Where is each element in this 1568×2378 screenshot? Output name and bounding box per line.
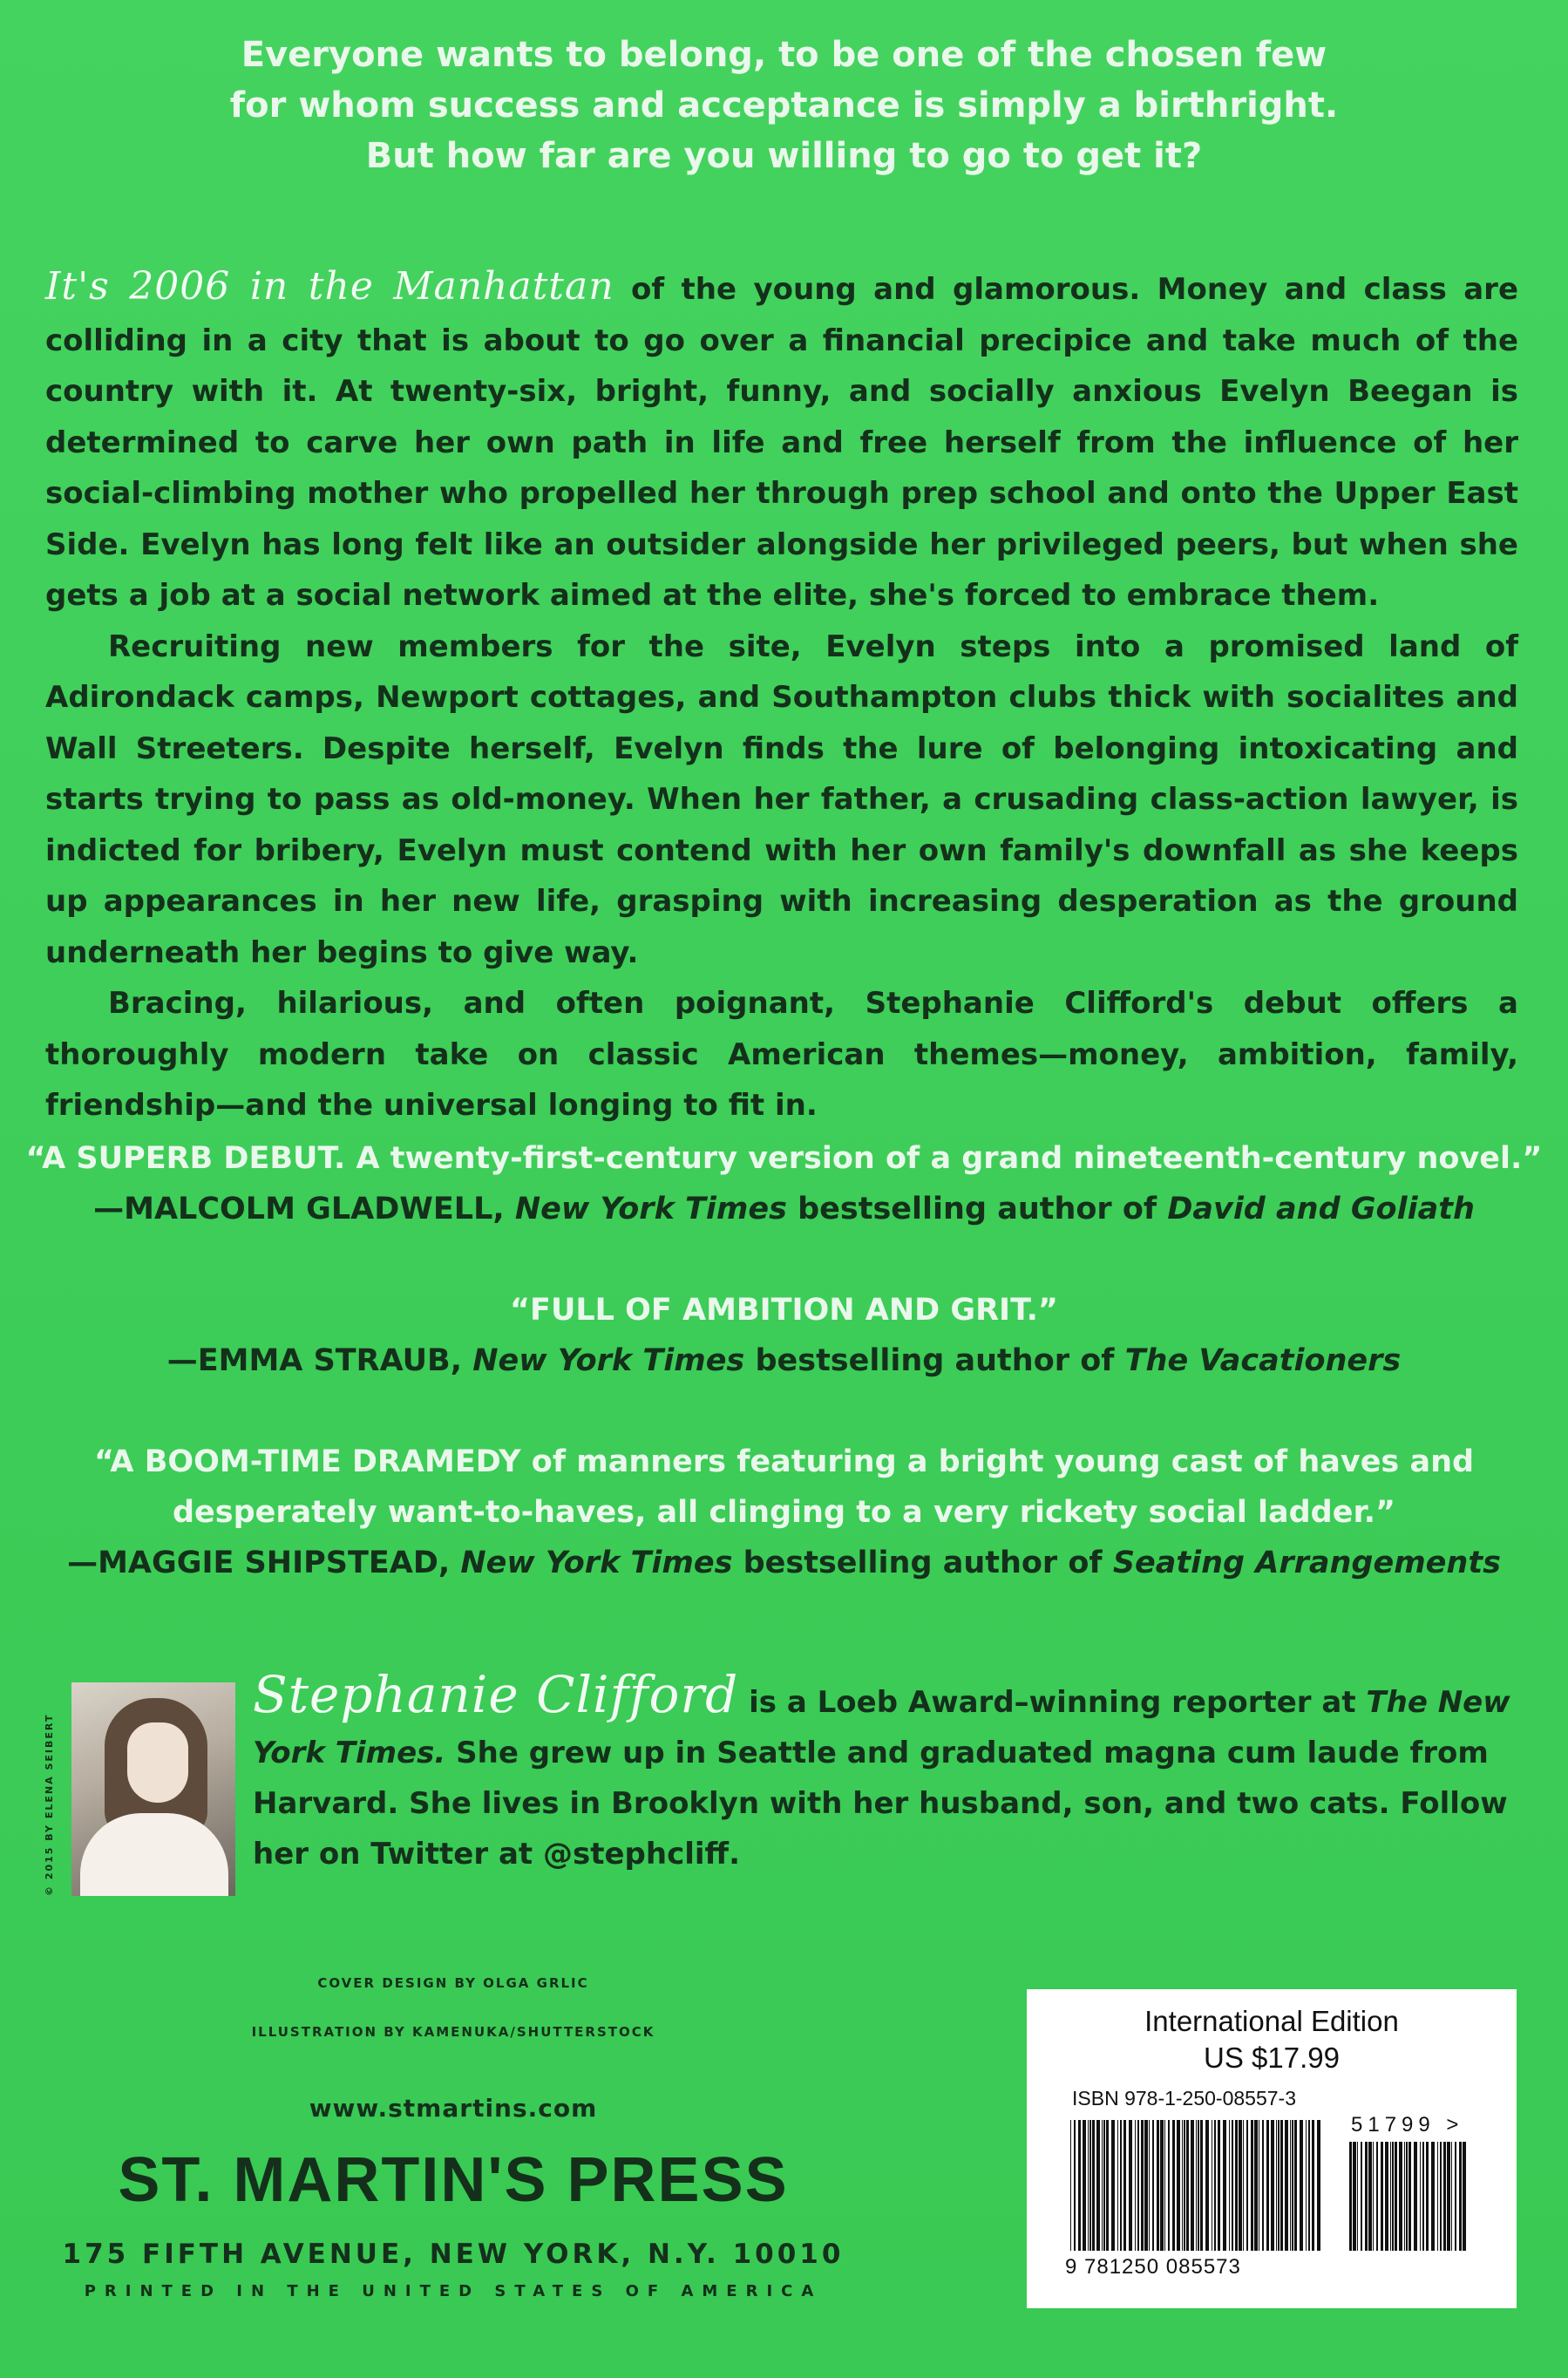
quote-lead: “A SUPERB DEBUT.: [25, 1141, 346, 1176]
barcode-sticker: [1027, 1989, 1517, 2308]
quote-text: of manners featuring a bright young cast of haves and desperately want-to-haves, all clinging to a very rickety social ladder.”: [172, 1444, 1475, 1530]
cover-design-credit: COVER DESIGN BY OLGA GRLIC: [317, 1975, 589, 1991]
tagline-line: But how far are you willing to go to get it?: [365, 136, 1203, 176]
barcode-bar: [1431, 2142, 1435, 2251]
barcode-bar: [1455, 2142, 1456, 2251]
edition-label: International Edition: [1144, 2005, 1399, 2037]
publication: New York Times: [472, 1343, 745, 1378]
barcode-bar: [1096, 2120, 1100, 2251]
description-paragraph: Recruiting new members for the site, Evelyn steps into a promised land of Adirondack camps, Newport cottages, and Southampton clubs thick with socialites and Wall Streeters. Despite herself, Evelyn finds the lure of belonging intoxicating and starts trying to pass as old-money. When her father, a crusading class-action lawyer, is indicted for bribery, Evelyn must contend with her own family's downfall as she keeps up appearances in her new life, grasping with increasing desperation as the ground underneath her begins to give way.: [45, 628, 1518, 970]
illustration-credit: ILLUSTRATION BY KAMENUKA/SHUTTERSTOCK: [251, 2024, 655, 2040]
barcode-bar: [1440, 2142, 1442, 2251]
bio-publication: The New York Times.: [253, 1685, 1510, 1770]
barcode-bar: [1177, 2120, 1180, 2251]
barcode-addon-bars: [1349, 2142, 1497, 2251]
barcode-bar: [1308, 2120, 1310, 2251]
barcode-bar: [1083, 2120, 1086, 2251]
barcode-bar: [1459, 2142, 1462, 2251]
publication: New York Times: [460, 1546, 733, 1580]
barcode-bar: [1157, 2120, 1159, 2251]
barcode-bar: [1074, 2120, 1076, 2251]
publisher-url: www.stmartins.com: [309, 2094, 598, 2123]
barcode-bar: [1317, 2120, 1320, 2251]
description-paragraph: Bracing, hilarious, and often poignant, Stephanie Clifford's debut offers a thoroughly modern take on classic American themes—money, ambition, family, friendship—and the universal longing to fit in.: [45, 986, 1518, 1123]
barcode-bar: [1312, 2120, 1314, 2251]
barcode-bar: [1294, 2120, 1297, 2251]
barcode-bar: [1111, 2120, 1115, 2251]
barcode-bar: [1420, 2142, 1421, 2251]
tagline-line: for whom success and acceptance is simply a birthright.: [229, 85, 1339, 126]
barcode-bar: [1399, 2142, 1402, 2251]
barcode-bar: [1184, 2120, 1185, 2251]
book-title: Seating Arrangements: [1112, 1546, 1501, 1580]
attribution-text: bestselling author of: [732, 1546, 1113, 1580]
barcode-bar: [1088, 2120, 1089, 2251]
barcode-bar: [1437, 2142, 1438, 2251]
barcode-bar: [1262, 2120, 1264, 2251]
price-addon-label: 51799 >: [1351, 2113, 1464, 2137]
barcode-bar: [1152, 2120, 1154, 2251]
barcode-bar: [1149, 2120, 1150, 2251]
barcode-bar: [1144, 2120, 1148, 2251]
book-title: David and Goliath: [1167, 1192, 1475, 1226]
barcode-bar: [1443, 2142, 1446, 2251]
publisher-name: ST. MARTIN'S PRESS: [118, 2145, 789, 2215]
barcode-bar: [1285, 2120, 1288, 2251]
barcode-bar: [1278, 2120, 1280, 2251]
barcode-bar: [1276, 2120, 1277, 2251]
publication: New York Times: [514, 1192, 787, 1226]
barcode-bar: [1214, 2120, 1216, 2251]
barcode-bar: [1120, 2120, 1122, 2251]
barcode-bar: [1254, 2120, 1258, 2251]
barcode-bar: [1385, 2142, 1388, 2251]
barcode-bar: [1290, 2120, 1291, 2251]
barcode-bar: [1232, 2120, 1233, 2251]
barcode-bar: [1243, 2120, 1244, 2251]
barcode-bar: [1229, 2120, 1230, 2251]
barcode-bar: [1168, 2120, 1170, 2251]
barcode-bar: [1361, 2142, 1362, 2251]
barcode-bar: [1271, 2120, 1274, 2251]
barcode-bar: [1102, 2120, 1103, 2251]
barcode-bar: [1414, 2142, 1417, 2251]
description-paragraph: [45, 262, 1518, 622]
barcode-bar: [1463, 2142, 1466, 2251]
barcode-bar: [1117, 2120, 1118, 2251]
bio-text: is a Loeb Award–winning reporter at: [738, 1685, 1367, 1720]
barcode-bar: [1172, 2120, 1175, 2251]
barcode-bar: [1218, 2120, 1220, 2251]
barcode-bar: [1426, 2142, 1429, 2251]
publisher-address: 175 FIFTH AVENUE, NEW YORK, N.Y. 10010: [62, 2239, 845, 2270]
reviewer-name: —MAGGIE SHIPSTEAD,: [67, 1546, 451, 1580]
barcode-bar: [1395, 2142, 1397, 2251]
barcode-bar: [1266, 2120, 1269, 2251]
barcode-bar: [1251, 2120, 1253, 2251]
barcode-bar: [1191, 2120, 1194, 2251]
barcode-bar: [1103, 2120, 1105, 2251]
barcode-bar: [1141, 2120, 1144, 2251]
barcode-bar: [1353, 2142, 1356, 2251]
bio-text: She grew up in Seattle and graduated magna cum laude from Harvard. She lives in Brooklyn with her husband, son, and two cats. Follow her on Twitter at @stephcliff.: [253, 1736, 1508, 1872]
barcode-bar: [1123, 2120, 1126, 2251]
barcode-bar: [1357, 2142, 1358, 2251]
quote-attribution: [0, 1538, 1568, 1588]
tagline-line: Everyone wants to belong, to be one of the chosen few: [241, 35, 1327, 75]
barcode-bar: [1129, 2120, 1132, 2251]
barcode-bar: [1408, 2142, 1411, 2251]
quote-attribution: [0, 1184, 1568, 1234]
printed-in: PRINTED IN THE UNITED STATES OF AMERICA: [84, 2282, 823, 2300]
barcode-bar: [1381, 2142, 1383, 2251]
barcode-bar: [1186, 2120, 1189, 2251]
barcode-bar: [1306, 2120, 1307, 2251]
attribution-text: bestselling author of: [744, 1343, 1125, 1378]
barcode-bar: [1182, 2120, 1183, 2251]
barcode-bar: [1451, 2142, 1452, 2251]
reviewer-name: —EMMA STRAUB,: [166, 1343, 463, 1378]
review-quote: [0, 1437, 1568, 1588]
barcode-bar: [1198, 2120, 1199, 2251]
barcode-bar: [1205, 2120, 1209, 2251]
barcode-bar: [1390, 2142, 1391, 2251]
review-quote: [0, 1133, 1568, 1234]
quote-attribution: [0, 1335, 1568, 1386]
barcode-bar: [1092, 2120, 1095, 2251]
reviewer-name: —MALCOLM GLADWELL,: [93, 1192, 505, 1226]
barcode-bar: [1239, 2120, 1242, 2251]
barcode-bar: [1235, 2120, 1238, 2251]
barcode-bar: [1078, 2120, 1081, 2251]
isbn-label: ISBN 978-1-250-08557-3: [1072, 2087, 1296, 2110]
tagline: [0, 30, 1568, 181]
barcode-bar: [1422, 2142, 1424, 2251]
photo-credit: © 2015 BY ELENA SEIBERT: [44, 1713, 55, 1896]
barcode-bar: [1404, 2142, 1405, 2251]
review-quote: [0, 1285, 1568, 1386]
description-text: of the young and glamorous. Money and class are colliding in a city that is about to go over a financial precipice and take much of the country with it. At twenty-six, bright, funny, and socially anxious Evelyn Beegan is determined to carve her own path in life and free herself from the influence of her social-climbing mother who propelled her through prep school and onto the Upper East Side. Evelyn has long felt like an outsider alongside her privileged peers, but when she gets a job at a social network aimed at the elite, she's forced to embrace them.: [45, 272, 1518, 613]
barcode-bar: [1365, 2142, 1368, 2251]
ean-number: 9 781250 085573: [1065, 2255, 1241, 2279]
barcode-bar: [1373, 2142, 1374, 2251]
barcode-bar: [1135, 2120, 1136, 2251]
barcode-bar: [1368, 2142, 1372, 2251]
barcode-bar: [1164, 2120, 1165, 2251]
barcode-bar: [1406, 2142, 1408, 2251]
barcode-bar: [1070, 2120, 1071, 2251]
book-description: [45, 262, 1518, 1131]
author-photo: [71, 1682, 235, 1896]
attribution-text: bestselling author of: [786, 1192, 1168, 1226]
barcode-bar: [1349, 2142, 1352, 2251]
barcode-bars: [1070, 2120, 1341, 2251]
quote-text: A twenty-first-century version of a grand nineteenth-century novel.”: [345, 1141, 1543, 1176]
barcode-bar: [1200, 2120, 1203, 2251]
barcode-bar: [1196, 2120, 1197, 2251]
barcode-bar: [1300, 2120, 1303, 2251]
barcode-bar: [1106, 2120, 1109, 2251]
barcode-bar: [1292, 2120, 1293, 2251]
barcode-bar: [1447, 2142, 1450, 2251]
barcode-bar: [1160, 2120, 1164, 2251]
price-label: US $17.99: [1204, 2042, 1340, 2074]
barcode-bar: [1223, 2120, 1226, 2251]
review-quotes: [0, 1133, 1568, 1639]
barcode-bar: [1392, 2142, 1394, 2251]
barcode-bar: [1376, 2142, 1378, 2251]
author-signature: Stephanie Clifford: [253, 1665, 739, 1724]
quote-lead: “FULL OF AMBITION AND GRIT.”: [510, 1293, 1058, 1328]
barcode-bar: [1280, 2120, 1283, 2251]
author-bio: [253, 1665, 1530, 1879]
quote-lead: “A BOOM-TIME DRAMEDY: [93, 1444, 521, 1479]
script-lead: It's 2006 in the Manhattan: [45, 264, 614, 309]
book-title: The Vacationers: [1124, 1343, 1402, 1378]
barcode-bar: [1137, 2120, 1139, 2251]
barcode-bar: [1246, 2120, 1248, 2251]
barcode-bar: [1089, 2120, 1091, 2251]
